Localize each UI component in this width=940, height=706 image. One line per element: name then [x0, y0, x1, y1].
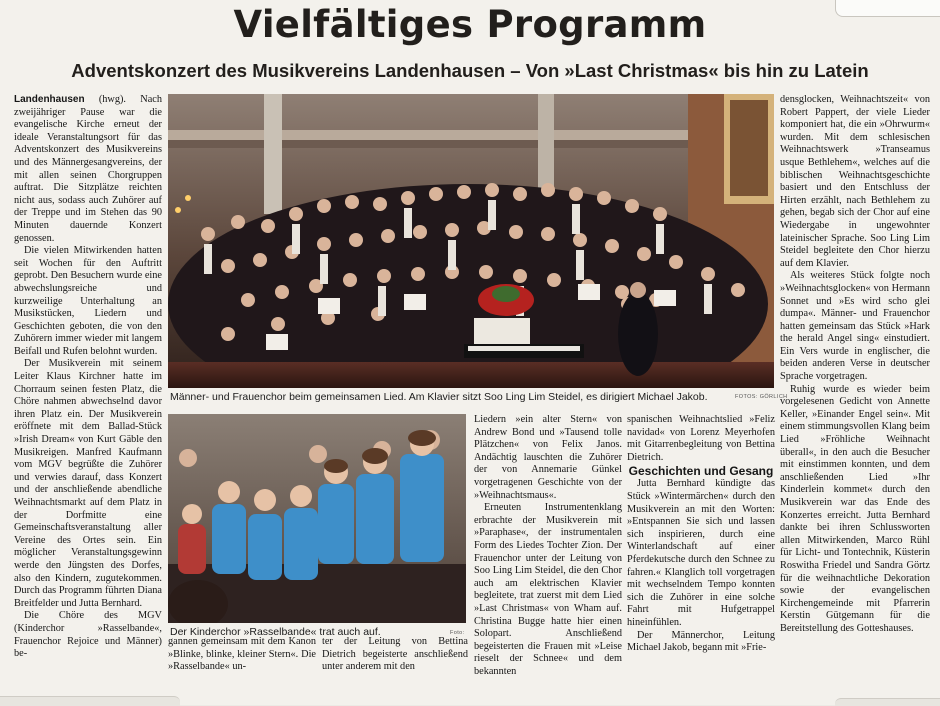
headline: Vielfältiges Programm: [233, 3, 707, 46]
photo-credit: Foto:: [450, 630, 465, 636]
paragraph: gannen gemeinsam mit dem Kanon »Blinke, blinke, kleiner Stern«. Die »Rasselbande« un-: [168, 636, 316, 673]
photo-caption: Der Kinderchor »Rasselbande« trat auch auf.: [170, 626, 381, 638]
paragraph: Jutta Bernhard kündigte das Stück »Wintermärchen« durch den Musikverein an mit den Worten: »Entspannen Sie sich und lassen sich inspirieren, durch eine Winterlandschaft auf einer Pferdekutsche durch den Schnee zu fahren.« Klanglich toll vorgetragen mit wechselndem Tempo konnten sich die Zuhörer in eine solche Fahrt mit Hufgetrappel hineinfühlen.: [627, 478, 775, 628]
paragraph: Ruhig wurde es wieder beim vorgelesenen Gedicht von Annette Keller, »Einander Engel sein«. Mit einem stimmungsvollen Klang beim Lied »Fröhliche Weihnacht überall«, in den auch die Besucher mit einstimmen konnten, und dem anschließenden Lied »Ihr Kinderlein kommet« durch den Musikverein war das Ende des Konzertes erreicht. Jutta Bernhard dankte bei ihren Schlussworten allen Mitwirkenden, Marco Rühl für Licht- und Tontechnik, Küsterin Roswitha Friedel und Sandra Görtz für die weihnachtliche Dekoration sowie der evangelischen Kirchengemeinde mit Pfarrerin Kerstin Gütgemann für die Bereitstellung des Gotteshauses.: [780, 383, 930, 634]
paragraph: Die vielen Mitwirkenden hatten seit Wochen für den Auftritt geprobt. Den Besuchern wurde eine abwechslungsreiche und kurzweilige Unterhaltung an Musikstücken, Liedern und Geschichten geboten, die von den Zuhörern immer wieder mit langem Beifall und Rufen belohnt wurden.: [14, 245, 162, 357]
article-column-3: [322, 636, 468, 696]
section-subheading: Geschichten und Gesang: [628, 464, 774, 479]
article-column-6: [780, 94, 930, 694]
paragraph: spanischen Weihnachtslied »Feliz navidad« von Lorenz Meyerhofen mit Gitarrenbegleitung von Bettina Dietrich.: [627, 414, 775, 463]
paragraph: Erneuten Instrumentenklang erbrachte der Musikverein mit »Paraphase«, der instrumentalen Form des Liedes Tochter Zion. Der Frauenchor unter der Leitung von Soo Ling Lim Steidel, die den Chor auch am elektrischen Klavier begleitete, trat zuerst mit dem Lied »Last Christmas« von Wham auf. Christina Bugge hatte hier einen Solopart. Anschließend begeisterten die Frauen mit »Leise rieselt der Schnee« und dem bekannten: [474, 502, 622, 677]
dateline: Landenhausen: [14, 94, 85, 105]
paragraph: Der Männerchor, Leitung Michael Jakob, begann mit »Frie-: [627, 629, 775, 654]
photo-credit: FOTOS: GÖRLICH: [735, 394, 788, 400]
article-column-2: [168, 636, 316, 696]
paragraph: ter der Leitung von Bettina Dietrich begeisterte anschließend unter anderem mit den: [322, 636, 468, 673]
article-column-5: [627, 414, 775, 696]
paragraph: Als weiteres Stück folgte noch »Weihnachtsglocken« von Hermann Sonnet und »Es wird scho glei dumpa«. Männer- und Frauenchor hatten gemeinsam das Stück »Hark the herald Angel sing« einstudiert. Ein Vers wurde in englischer, die beiden anderen Verse in deutscher Sprache vorgetragen.: [780, 270, 930, 383]
article-column-1: [14, 94, 162, 694]
paragraph: densglocken, Weihnachtszeit« von Robert Pappert, der viele Lieder komponiert hat, die ein »Ohrwurm« wurden. Mit dem schlesischen Weihnachtswerk »Transeamus usque Bethlehem«, welches auf die biblischen Weihnachtsgeschichte basiert und den Entschluss der Hirten erzählt, nach Bethlehem zu gehen, begab sich der Chor auf eine Wiedergabe in ungewohnter lateinischer Sprache. Soo Ling Lim Steidel begleitete den Chor hierzu auf dem Klavier.: [780, 94, 930, 269]
subheadline: Adventskonzert des Musikvereins Landenhausen – Von »Last Christmas« bis hin zu Latein: [71, 60, 869, 81]
paragraph: Landenhausen (hwg). Nach zweijähriger Pause war die evangelische Kirche erneut der ideale Veranstaltungsort für das Adventskonzert des Musikvereins und des Männergesangvereins, der mit allen seinen Chorgruppen auftrat. Die Sitzplätze reichten nicht aus, sodass auch Zuhörer auf der Treppe und im Stehen das 90 Minuten dauernde Konzert genossen.: [14, 94, 162, 244]
article-column-4: [474, 414, 622, 696]
choir-photo: [168, 94, 774, 388]
kids-choir-photo: [168, 414, 466, 623]
paragraph: Der Musikverein mit seinem Leiter Klaus Kirchner hatte im Chorraum seinen festen Platz, die Chöre nahmen abwechselnd davor ihren Platz ein. Der Musikverein eröffnete mit dem Ballad-Stück »Irish Dream« von Kurt Gäble den Musikreigen. Manfred Kaufmann vom MGV begrüßte die Zuhörer und verwies darauf, dass Konzert und der anschließende abendliche Weihnachtsmarkt auf dem Platz in der Dorfmitte eine Gemeinschaftsveranstaltung aller Vereine des Ortes sein. Ein möglicher Veranstaltungsgewinn werde den Jüngsten des Dorfes, also den Kindern, zugutekommen. Durch das Programm führten Diana Breitfelder und Jutta Bernhard.: [14, 358, 162, 609]
paragraph: Liedern »ein alter Stern« von Andrew Bond und »Tausend tolle Plätzchen« von Felix Janos. Andächtig lauschten die Zuhörer der von Annemarie Günkel vorgetragenen Geschichte von der »Weihnachtsmaus«.: [474, 414, 622, 501]
paragraph: Die Chöre des MGV (Kinderchor »Rasselbande«, Frauenchor Rejoice und Männer) be-: [14, 610, 162, 660]
photo-caption: Männer- und Frauenchor beim gemeinsamen Lied. Am Klavier sitzt Soo Ling Lim Steidel, es dirigiert Michael Jakob.: [170, 391, 708, 403]
